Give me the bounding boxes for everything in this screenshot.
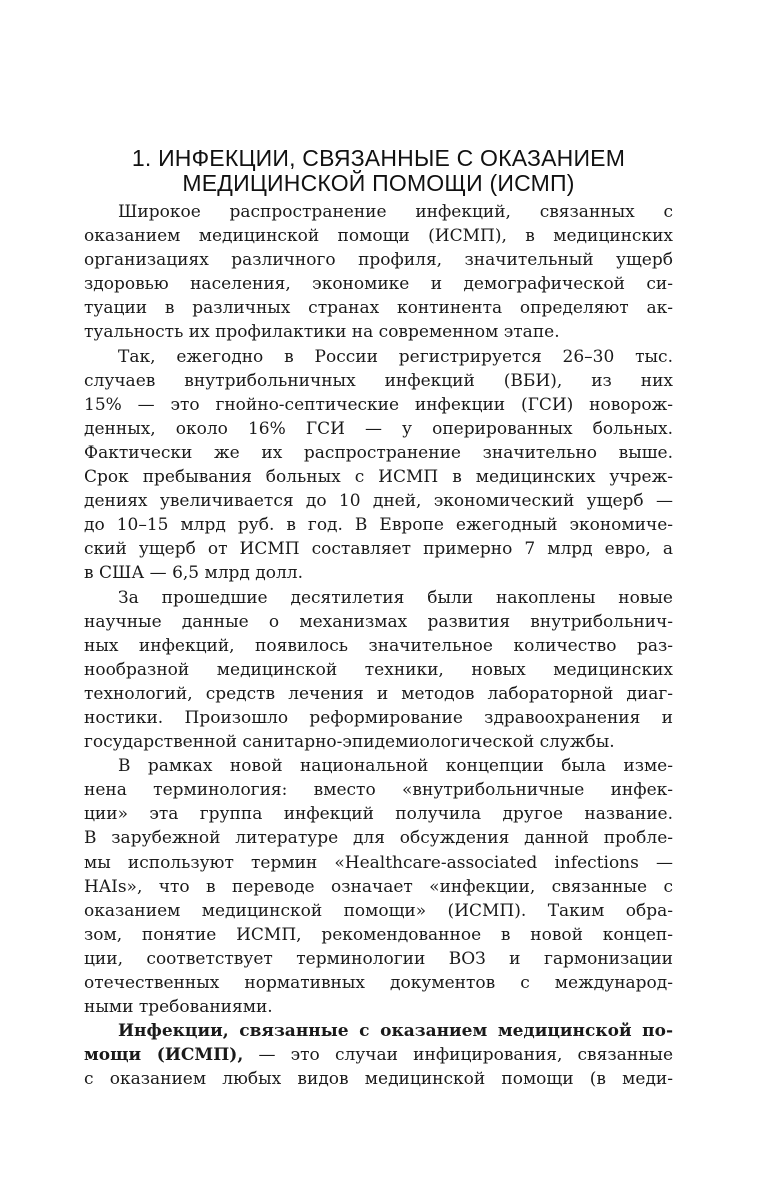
text-line: HAIs», что в переводе означает «инфекции, связанные с (84, 876, 673, 897)
definition-term: Инфекции, связанные с оказанием медицинской по- (118, 1021, 673, 1042)
text-line: В зарубежной литературе для обсуждения данной пробле- (84, 828, 673, 849)
text-line: ными требованиями. (84, 997, 273, 1018)
text-line: государственной санитарно-эпидемиологической службы. (84, 732, 615, 753)
text-line: организациях различного профиля, значительный ущерб (84, 250, 673, 271)
body-text (84, 200, 673, 1091)
text-line: ции, соответствует терминологии ВОЗ и гармонизации (84, 948, 673, 969)
text-line: отечественных нормативных документов с международ- (84, 973, 673, 993)
text-line: случаев внутрибольничных инфекций (ВБИ), из них (84, 370, 673, 391)
text-line: нообразной медицинской техники, новых медицинских (84, 659, 673, 680)
definition-line (84, 1019, 673, 1043)
text-line: оказанием медицинской помощи» (ИСМП). Таким обра- (84, 900, 673, 921)
text-line: ский ущерб от ИСМП составляет примерно 7 млрд евро, а (84, 539, 673, 560)
text-line: Широкое распространение инфекций, связанных с (118, 202, 673, 222)
text-line: 15% — это гнойно-септические инфекции (ГСИ) новорож- (84, 394, 673, 415)
text-line: За прошедшие десятилетия были накоплены новые (118, 587, 673, 608)
text-line: Так, ежегодно в России регистрируется 26–30 тыс. (118, 346, 673, 367)
text-line: оказанием медицинской помощи (ИСМП), в медицинских (84, 226, 673, 247)
text-line: ции» эта группа инфекций получила другое название. (84, 804, 673, 825)
text-line: до 10–15 млрд руб. в год. В Европе ежегодный экономиче- (84, 515, 673, 536)
text-line: научные данные о механизмах развития внутрибольнич- (84, 611, 673, 632)
definition-term: мощи (ИСМП), (84, 1045, 244, 1066)
text-line: с оказанием любых видов медицинской помощи (в меди- (84, 1069, 673, 1090)
text-line: Срок пребывания больных с ИСМП в медицинских учреж- (84, 467, 673, 488)
text-line: туальность их профилактики на современном этапе. (84, 322, 560, 343)
text-line: ностики. Произошло реформирование здравоохранения и (84, 707, 673, 728)
text-line: туации в различных странах континента определяют ак- (84, 298, 673, 319)
section-heading-line-1: 1. ИНФЕКЦИИ, СВЯЗАННЫЕ С ОКАЗАНИЕМ (131, 145, 626, 171)
text-line: ных инфекций, появилось значительное количество раз- (84, 635, 673, 656)
text-line: дениях увеличивается до 10 дней, экономический ущерб — (84, 491, 673, 512)
text-line: денных, около 16% ГСИ — у оперированных больных. (84, 418, 673, 439)
text-line: в США — 6,5 млрд долл. (84, 563, 303, 584)
text-line: мы используют термин «Healthcare-associated infections — (84, 852, 673, 873)
text-line: нена терминология: вместо «внутрибольничные инфек- (84, 780, 673, 801)
section-heading-line-2: МЕДИЦИНСКОЙ ПОМОЩИ (ИСМП) (182, 170, 575, 196)
definition-line: мощи (ИСМП), — это случаи инфицирования, связанные (84, 1045, 674, 1066)
text-line: зом, понятие ИСМП, рекомендованное в новой концеп- (84, 924, 673, 945)
text-line: В рамках новой национальной концепции была изме- (118, 756, 673, 777)
text-line: Фактически же их распространение значительно выше. (84, 442, 673, 463)
text-line: здоровью населения, экономике и демографической си- (84, 274, 673, 295)
text-line: технологий, средств лечения и методов лабораторной диаг- (84, 683, 673, 704)
